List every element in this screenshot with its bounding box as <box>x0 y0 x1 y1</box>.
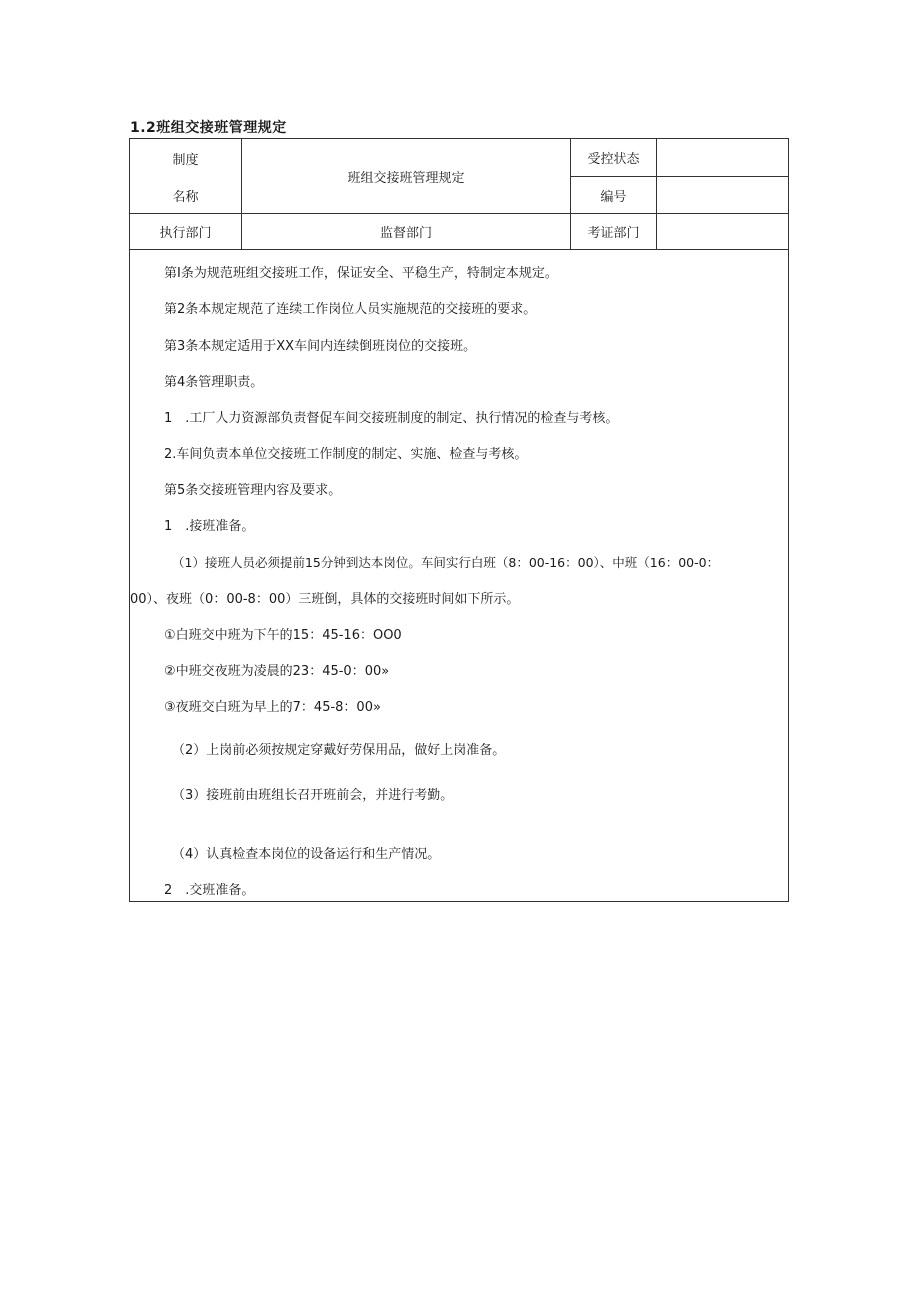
article-3: 第3条本规定适用于XX车间内连续倒班岗位的交接班。 <box>164 339 477 354</box>
label-exec-dept: 执行部门 <box>159 226 212 241</box>
article-2: 第2条本规定规范了连续工作岗位人员实施规范的交接班的要求。 <box>164 302 537 317</box>
shift-handover-2: ②中班交夜班为凌晨的23：45-0：00» <box>164 664 390 679</box>
row-divider <box>130 249 788 250</box>
regulation-name: 班组交接班管理规定 <box>347 170 465 186</box>
label-control-status: 受控状态 <box>587 152 640 167</box>
article-4-item-1: 1 .工厂人力资源部负责督促车间交接班制度的制定、执行情况的检查与考核。 <box>164 411 619 426</box>
article-1: 第I条为规范班组交接班工作，保证安全、平稳生产，特制定本规定。 <box>164 266 558 281</box>
shift-handover-3: ③夜班交白班为早上的7：45-8：00» <box>164 700 381 715</box>
article-5: 第5条交接班管理内容及要求。 <box>164 483 342 498</box>
label-supervise-dept: 监督部门 <box>379 226 432 241</box>
control-status-value <box>657 139 788 176</box>
article-5-sub-4: （4）认真检查本岗位的设备运行和生产情况。 <box>172 847 441 862</box>
article-5-item-1: 1 .接班准备。 <box>164 519 255 534</box>
article-4-item-2: 2.车间负责本单位交接班工作制度的制定、实施、检查与考核。 <box>164 447 528 462</box>
label-zhidu: 制度 <box>172 152 199 168</box>
article-4: 第4条管理职责。 <box>164 375 264 390</box>
article-5-sub-3: （3）接班前由班组长召开班前会，并进行考勤。 <box>172 788 454 803</box>
shift-handover-1: ①白班交中班为下午的15：45-16：OO0 <box>164 628 402 643</box>
article-5-sub-1-cont: 00）、夜班（0：00-8：00）三班倒，具体的交接班时间如下所示。 <box>130 592 520 607</box>
number-value <box>657 177 788 213</box>
assess-dept-value <box>657 214 788 249</box>
article-5-item-2: 2 .交班准备。 <box>164 883 255 898</box>
article-5-sub-1: （1）接班人员必须提前15分钟到达本岗位。车间实行白班（8：00-16：00）、中班（16：00-0： <box>172 555 720 570</box>
label-mingcheng: 名称 <box>172 189 199 205</box>
article-5-sub-2: （2）上岗前必须按规定穿戴好劳保用品，做好上岗准备。 <box>172 743 506 758</box>
section-title: 1.2班组交接班管理规定 <box>130 120 287 136</box>
label-number: 编号 <box>600 189 627 205</box>
label-assess-dept: 考证部门 <box>587 226 640 241</box>
